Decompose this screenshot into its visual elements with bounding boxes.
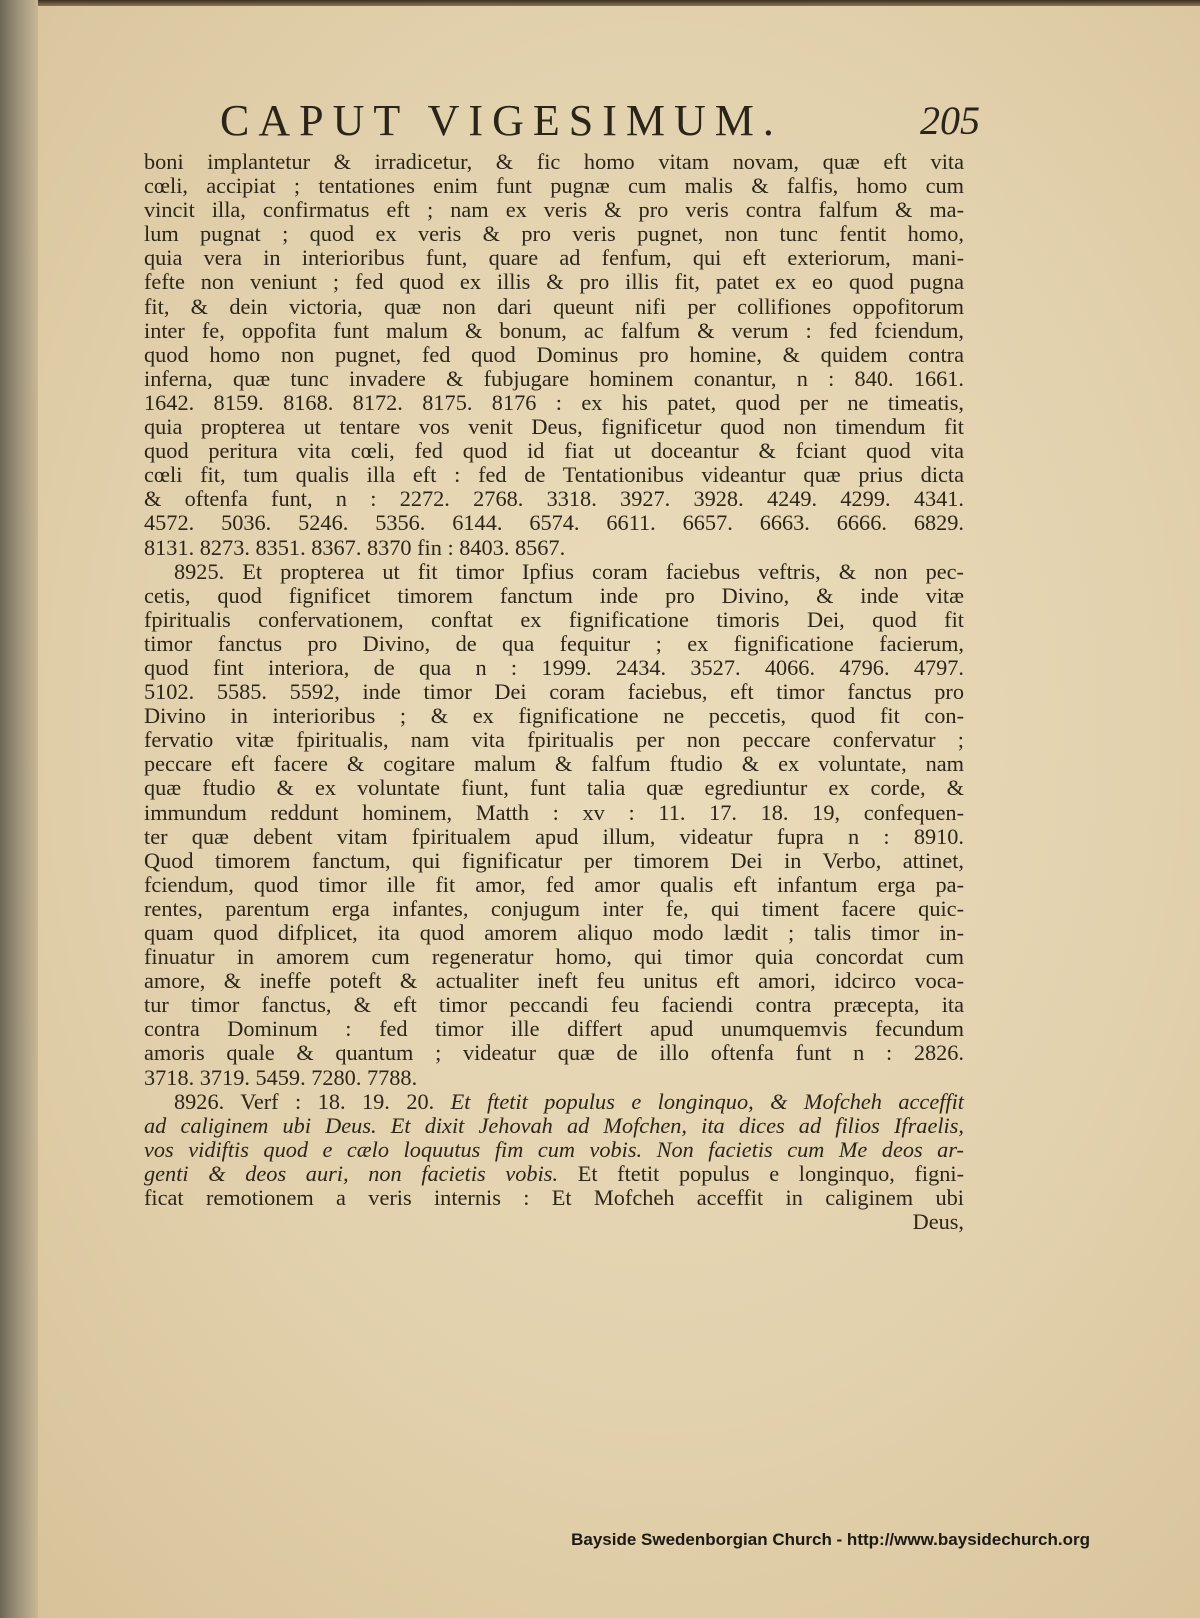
body-text xyxy=(144,150,964,1234)
verse-reference: 8926. Verf : 18. 19. 20. xyxy=(174,1088,435,1114)
text-line: cœli, accipiat ; tentationes enim funt pugnæ cum malis & falfis, homo cum xyxy=(144,173,964,199)
text-line: quod peritura vita cœli, fed quod id fiat ut doceantur & fciant quod vita xyxy=(144,438,964,464)
text-line: fit, & dein victoria, quæ non dari queunt nifi per collifiones oppofitorum xyxy=(144,293,964,319)
page-top-edge xyxy=(0,0,1200,6)
text-line: finuatur in amorem cum regeneratur homo, qui timor quia concordat cum xyxy=(144,944,964,970)
text-line xyxy=(144,1090,964,1114)
text-line: quod homo non pugnet, fed quod Dominus pro homine, & quidem contra xyxy=(144,341,964,367)
text-line: fefte non veniunt ; fed quod ex illis & pro illis fit, patet ex eo quod pugna xyxy=(144,269,964,295)
page-header xyxy=(220,95,980,155)
text-line: quæ ftudio & ex voluntate fiunt, funt talia quæ egrediuntur ex corde, & xyxy=(144,775,964,801)
text-line: ter quæ debent vitam fpiritualem apud illum, videatur fupra n : 8910. xyxy=(144,823,964,849)
paragraph-8926 xyxy=(144,1090,964,1235)
text-line: cœli fit, tum qualis illa eft : fed de Tentationibus videantur quæ prius dicta xyxy=(144,462,964,488)
text-line: rentes, parentum erga infantes, conjugum inter fe, qui timent facere quic- xyxy=(144,895,964,921)
text-line xyxy=(144,1162,964,1186)
text-line: 1642. 8159. 8168. 8172. 8175. 8176 : ex his patet, quod per ne timeatis, xyxy=(144,389,964,415)
text-line: inter fe, oppofita funt malum & bonum, ac falfum & verum : fed fciendum, xyxy=(144,317,964,343)
text-line: fpiritualis confervationem, conftat ex fignificatione timoris Dei, quod fit xyxy=(144,606,964,632)
text-line: amoris quale & quantum ; videatur quæ de illo oftenfa funt n : 2826. xyxy=(144,1040,964,1066)
footer-credit: Bayside Swedenborgian Church - http://www.baysidechurch.org xyxy=(571,1530,1090,1549)
text-line: quam quod difplicet, ita quod amorem aliquo modo lædit ; talis timor in- xyxy=(144,920,964,945)
scripture-quote-line: vos vidiftis quod e cælo loquutus fim cum vobis. Non facietis cum Me deos ar- xyxy=(144,1136,964,1162)
text-line: timor fanctus pro Divino, de qua fequitur ; ex fignificatione facierum, xyxy=(144,630,964,656)
text-line: lum pugnat ; quod ex veris & pro veris pugnet, non tunc fentit homo, xyxy=(144,221,964,247)
text-line: amore, & ineffe poteft & actualiter ineft feu unitus eft amori, idcirco voca- xyxy=(144,968,964,994)
text-line: boni implantetur & irradicetur, & fic homo vitam novam, quæ eft vita xyxy=(144,149,964,174)
scripture-quote-line: ad caliginem ubi Deus. Et dixit Jehovah ad Mofchen, ita dices ad filios Ifraelis, xyxy=(144,1112,964,1138)
text-line: 3718. 3719. 5459. 7280. 7788. xyxy=(144,1064,418,1090)
text-line: Divino in interioribus ; & ex fignificatione ne peccetis, quod fit con- xyxy=(144,703,964,729)
text-line: quia propterea ut tentare vos venit Deus, fignificetur quod non timendum fit xyxy=(144,414,964,440)
text-line: 5102. 5585. 5592, inde timor Dei coram faciebus, eft timor fanctus pro xyxy=(144,679,964,705)
paragraph-8925 xyxy=(144,560,964,1090)
text-line: quia vera in interioribus funt, quare ad fenfum, qui eft exteriorum, mani- xyxy=(144,245,964,271)
text-line: 4572. 5036. 5246. 5356. 6144. 6574. 6611. 6657. 6663. 6666. 6829. xyxy=(144,510,964,536)
book-gutter-shadow xyxy=(0,0,38,1618)
text-line: 8925. Et propterea ut fit timor Ipfius coram faciebus veftris, & non pec- xyxy=(174,558,964,584)
scripture-quote: genti & deos auri, non facietis vobis. xyxy=(144,1160,559,1186)
text-line: 8131. 8273. 8351. 8367. 8370 fin : 8403. 8567. xyxy=(144,534,566,560)
text-line: fervatio vitæ fpiritualis, nam vita fpiritualis per non peccare confervatur ; xyxy=(144,727,964,753)
text-line: vincit illa, confirmatus eft ; nam ex veris & pro veris contra falfum & ma- xyxy=(144,197,964,223)
page-number: 205 xyxy=(920,98,980,143)
text-line: tur timor fanctus, & eft timor peccandi feu faciendi contra præcepta, ita xyxy=(144,992,964,1018)
text-line: & oftenfa funt, n : 2272. 2768. 3318. 3927. 3928. 4249. 4299. 4341. xyxy=(144,486,964,512)
text-line: ficat remotionem a veris internis : Et Mofcheh acceffit in caliginem ubi xyxy=(144,1185,964,1211)
text-line: cetis, quod fignificet timorem fanctum inde pro Divino, & inde vitæ xyxy=(144,582,964,608)
running-head: CAPUT VIGESIMUM. xyxy=(220,96,783,145)
scripture-quote: Et ftetit populus e longinquo, & Mofcheh acceffit xyxy=(450,1088,964,1114)
text-line: quod fint interiora, de qua n : 1999. 2434. 3527. 4066. 4796. 4797. xyxy=(144,654,964,680)
catchword: Deus, xyxy=(912,1209,964,1235)
text-line: immundum reddunt hominem, Matth : xv : 11. 17. 18. 19, confequen- xyxy=(144,799,964,825)
text-line: peccare eft facere & cogitare malum & falfum ftudio & ex voluntate, nam xyxy=(144,751,964,777)
text-line: inferna, quæ tunc invadere & fubjugare hominem conantur, n : 840. 1661. xyxy=(144,365,964,391)
commentary-text: Et ftetit populus e longinquo, figni- xyxy=(577,1160,965,1186)
text-line: Quod timorem fanctum, qui fignificatur per timorem Dei in Verbo, attinet, xyxy=(144,847,964,873)
text-line: fciendum, quod timor ille fit amor, fed amor qualis eft infantum erga pa- xyxy=(144,871,964,897)
text-line: contra Dominum : fed timor ille differt apud unumquemvis fecundum xyxy=(144,1016,964,1042)
paragraph-continuation xyxy=(144,150,964,560)
